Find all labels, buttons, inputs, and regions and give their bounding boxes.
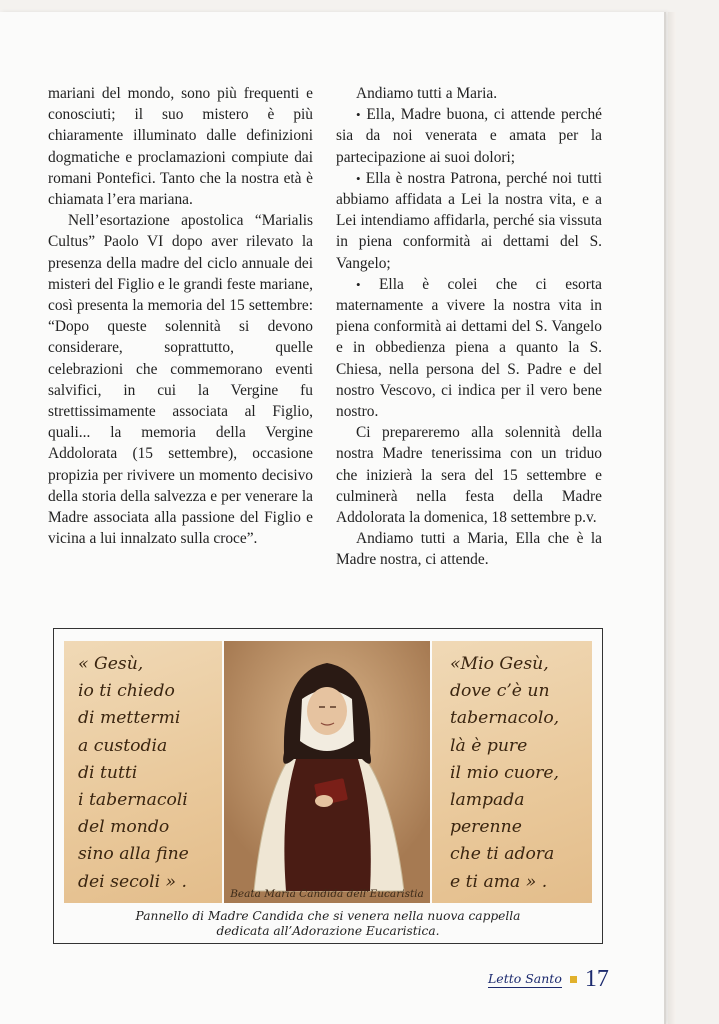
quote-right-line: lampada bbox=[450, 790, 525, 811]
quote-right-line: che ti adora bbox=[450, 844, 555, 865]
quote-right-line: dove c’è un bbox=[450, 681, 550, 702]
quote-left-line: a custodia bbox=[78, 735, 168, 756]
portrait-caption: Beata Maria Candida dell’Eucaristia bbox=[230, 888, 424, 900]
panel-caption bbox=[54, 909, 602, 939]
left-text-column bbox=[48, 83, 313, 549]
quote-left-line: del mondo bbox=[78, 817, 170, 838]
bullet-item-2 bbox=[336, 168, 602, 274]
right-paragraph-3: Andiamo tutti a Maria, Ella che è la Madre nostra, ci attende. bbox=[336, 530, 602, 569]
bullet-item-1 bbox=[336, 104, 602, 168]
quote-left bbox=[64, 641, 222, 903]
right-paragraph-2: Ci prepareremo alla solennità della nostra Madre tenerissima con un triduo che inizierà la sera del 15 settembre e culminerà nella festa della Madre Addolorata la domenica, 18 settembre p.v. bbox=[336, 424, 602, 527]
page-footer bbox=[488, 966, 609, 992]
quote-right-line: tabernacolo, bbox=[450, 708, 560, 729]
square-bullet-icon bbox=[570, 976, 577, 983]
quote-right-line: il mio cuore, bbox=[450, 762, 559, 783]
bullet-text-3: Ella è colei che ci esorta maternamente a vivere la nostra vita in piena conformità ai dettami del S. Vangelo e in obbedienza piena a quanto la S. Chiesa, nella persona del S. Padre e del nostro Vescovo, ci indica per il vero bene nostro. bbox=[336, 275, 602, 421]
bullet-text-1: Ella, Madre buona, ci attende perché sia da noi venerata e amata per la partecipazione ai suoi dolori; bbox=[336, 106, 602, 166]
right-text-column bbox=[336, 83, 602, 571]
page-edge bbox=[668, 12, 676, 1024]
left-paragraph-2: Nell’esortazione apostolica “Marialis Cultus” Paolo VI dopo aver rilevato la presenza della madre del ciclo annuale dei misteri del Figlio e le grandi feste mariane, così presenta la memoria del 15 settembre: “Dopo queste solennità si devono considerare, soprattutto, quelle celebrazioni che commemorano eventi salvifici, in cui la Vergine fu strettissimamente associata al Figlio, quali... la memoria della Vergine Addolorata (15 settembre), occasione propizia per rivivere un momento decisivo della storia della salvezza e per venerare la Madre associata alla passione del Figlio e vicina a lui innalzato sulla croce”. bbox=[48, 212, 313, 548]
quote-left-line: sino alla fine bbox=[78, 844, 189, 865]
bullet-item-3 bbox=[336, 274, 602, 422]
quote-left-line: io ti chiedo bbox=[78, 681, 175, 702]
nun-portrait-illustration bbox=[224, 641, 430, 903]
image-panel bbox=[53, 628, 603, 944]
magazine-name: Letto Santo bbox=[488, 970, 562, 986]
quote-left-line: di tutti bbox=[78, 762, 138, 783]
quote-left-line: « Gesù, bbox=[78, 654, 144, 674]
quote-left-line: di mettermi bbox=[78, 708, 181, 729]
quote-right-line: «Mio Gesù, bbox=[450, 654, 549, 674]
nun-portrait bbox=[224, 641, 430, 903]
quote-left-line: dei secoli » . bbox=[78, 871, 187, 892]
quote-right-line: perenne bbox=[450, 817, 522, 838]
left-paragraph-1: mariani del mondo, sono più frequenti e conosciuti; il suo mistero è più chiaramente illuminato dalle definizioni dogmatiche e proclamazioni compiute dai romani Pontefici. Tanto che la nostra età è chiamata l’era mariana. bbox=[48, 85, 313, 209]
quote-right-line: e ti ama » . bbox=[450, 871, 548, 892]
quote-right bbox=[432, 641, 592, 903]
bullet-icon: • bbox=[356, 107, 361, 123]
bullet-icon: • bbox=[356, 170, 361, 186]
right-intro: Andiamo tutti a Maria. bbox=[356, 85, 498, 102]
quote-right-line: là è pure bbox=[450, 735, 528, 756]
quote-left-line: i tabernacoli bbox=[78, 790, 188, 811]
page-number: 17 bbox=[584, 965, 609, 992]
bullet-icon: • bbox=[356, 276, 361, 292]
panel-caption-line-1: Pannello di Madre Candida che si venera nella nuova cappella bbox=[135, 909, 521, 923]
panel-caption-line-2: dedicata all’Adorazione Eucaristica. bbox=[216, 924, 440, 938]
bullet-text-2: Ella è nostra Patrona, perché noi tutti abbiamo affidata a Lei la nostra vita, e a Lei intendiamo affidarla, perché sia vissuta in piena conformità ai dettami del S. Vangelo; bbox=[336, 169, 602, 272]
